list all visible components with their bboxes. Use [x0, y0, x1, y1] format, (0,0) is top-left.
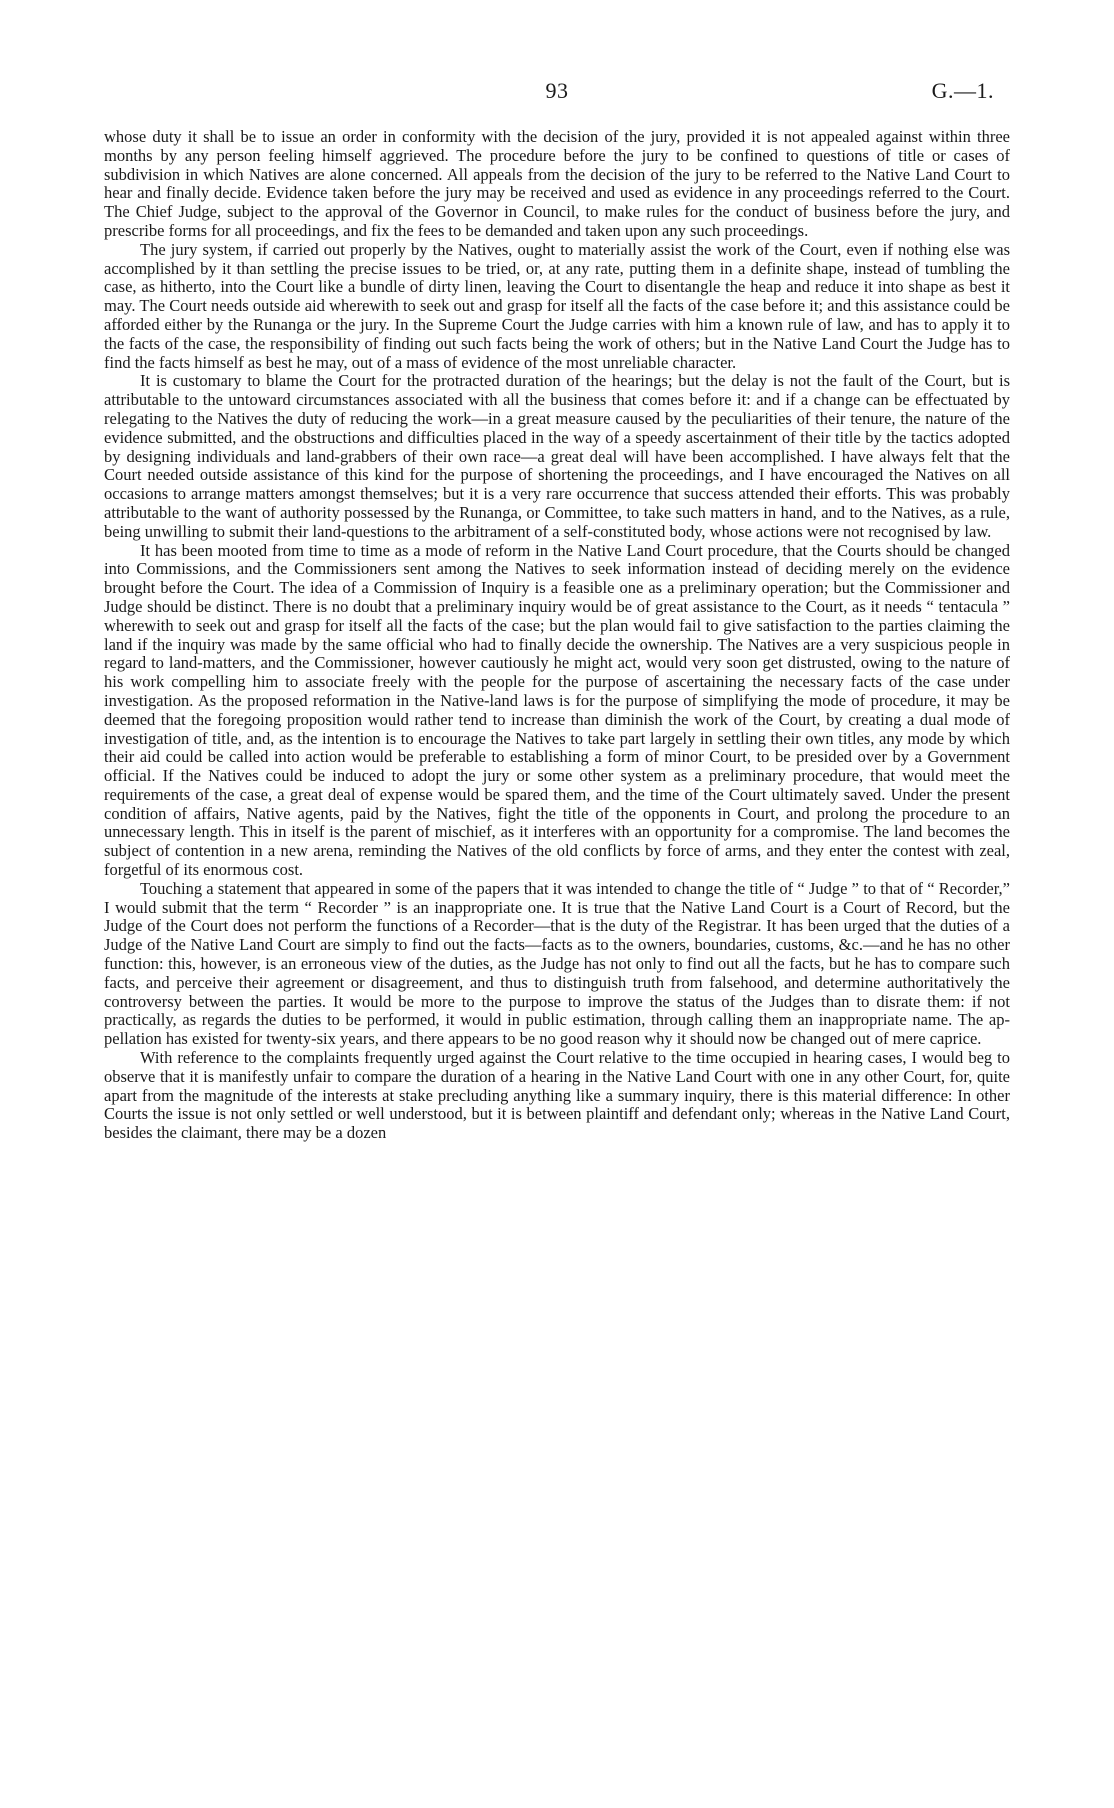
document-reference: G.—1. — [931, 78, 994, 103]
paragraph-judge-title: Touching a statement that appeared in some of the papers that it was intended to change the title of “ Judge ” to that of “ Recorder,” I would submit that the term “ Recorder ” is an inappropriate one. It is true that the Native Land Court is a Court of Record, but the Judge of the Court does not perform the functions of a Recorder—that is the duty of the Registrar. It has been urged that the duties of a Judge of the Native Land Court are simply to find out the facts—facts as to the owners, boundaries, customs, &c.—and he has no other function: this, however, is an erroneous view of the duties, as the Judge has not only to find out all the facts, but he has to compare such facts, and perceive their agreement or disagreement, and thus to distinguish truth from falsehood, and determine authoritatively the controversy between the parties. It would be more to the purpose to improve the status of the Judges than to disrate them: if not practically, as regards the duties to be performed, it would in public estimation, through calling them an inappropriate name. The appellation has existed for twenty-six years, and there appears to be no good reason why it should now be changed out of mere caprice. — [104, 878, 1010, 1049]
paragraph-jury-system: The jury system, if carried out properly by the Natives, ought to materially assist the work of the Court, even if nothing else was accomplished by it than settling the precise issues to be tried, or, at any rate, putting them in a definite shape, instead of tumbling the case, as hitherto, into the Court like a bundle of dirty linen, leaving the Court to disentangle the heap and reduce it into shape as best it may. The Court needs outside aid wherewith to seek out and grasp for itself all the facts of the case before it; and this assistance could be afforded either by the Runanga or the jury. In the Supreme Court the Judge carries with him a known rule of law, and has to apply it to the facts of the case, the responsibility of finding out such facts being the work of others; but in the Native Land Court the Judge has to find the facts himself as best he may, out of a mass of evidence of the most unreliable character. — [104, 239, 1010, 372]
page-number: 93 — [545, 78, 569, 103]
paragraph-hearing-time: With reference to the complaints frequently urged against the Court relative to the time occupied in hearing cases, I would beg to observe that it is manifestly unfair to compare the duration of a hearing in the Native Land Court with one in any other Court, for, quite apart from the magnitude of the interests at stake precluding anything like a summary inquiry, there is this material difference: In other Courts the issue is not only settled or well understood, but it is between plaintiff and defendant only; whereas in the Native Land Court, besides the claimant, there may be a dozen — [104, 1048, 1010, 1143]
paragraph-commissions: It has been mooted from time to time as a mode of reform in the Native Land Court procedure, that the Courts should be changed into Commissions, and the Commissioners sent among the Natives to seek information instead of deciding merely on the evidence brought before the Court. The idea of a Commission of Inquiry is a feasible one as a preliminary operation; but the Commissioner and Judge should be distinct. There is no doubt that a preliminary inquiry would be of great assistance to the Court, as it needs “ tentacula ” wherewith to seek out and grasp for itself all the facts of the case; but the plan would fail to give satisfaction to the parties claiming the land if the inquiry was made by the same official who had to finally decide the ownership. The Natives are a very suspicious people in regard to land-matters, and the Commissioner, however cautiously he might act, would very soon get distrusted, owing to the nature of his work compelling him to associate freely with the people for the purpose of ascertaining the necessary facts of the case under investigation. As the proposed reformation in the Native-land laws is for the purpose of simplifying the mode of procedure, it may be deemed that the foregoing proposition would rather tend to increase than diminish the work of the Court, by creating a dual mode of investigation of title, and, as the intention is to encourage the Natives to take part largely in settling their own titles, any mode by which their aid could be called into action would be preferable to establishing a form of minor Court, to be presided over by a Government official. If the Natives could be induced to adopt the jury or some other system as a preliminary procedure, that would meet the requirements of the case, a great deal of expense would be spared them, and the time of the Court ultimately saved. Under the present condition of affairs, Native agents, paid by the Natives, fight the title of the opponents in Court, and prolong the procedure to an unnecessary length. This in itself is the parent of mischief, as it interferes with an opportunity for a compromise. The land becomes the subject of contention in a new arena, reminding the Natives of the old conflicts by force of arms, and they enter the contest with zeal, forgetful of its enormous cost. — [104, 540, 1010, 880]
paragraph-delay: It is customary to blame the Court for the protracted duration of the hearings; but the delay is not the fault of the Court, but is attributable to the untoward circumstances associated with all the business that comes before it: and if a change can be effectuated by relegating to the Natives the duty of reducing the work—in a great measure caused by the peculiarities of their tenure, the nature of the evidence submitted, and the obstructions and difficulties placed in the way of a speedy ascertainment of their title by the tactics adopted by designing individuals and land-grabbers of their own race—a great deal will have been accomplished. I have always felt that the Court needed outside assistance of this kind for the purpose of shortening the proceedings, and I have encouraged the Natives on all occasions to arrange matters amongst themselves; but it is a very rare occurrence that success attended their efforts. This was probably attributable to the want of authority possessed by the Runanga, or Committee, to take such matters in hand, and to the Natives, as a rule, being unwilling to submit their land-questions to the arbitrament of a self-constituted body, whose actions were not recognised by law. — [104, 371, 1010, 541]
body-text — [104, 128, 1010, 1143]
paragraph-continuation: whose duty it shall be to issue an order in conformity with the decision of the jury, provided it is not appealed against within three months by any person feeling himself aggrieved. The procedure before the jury to be confined to questions of title or cases of subdivision in which Natives are alone concerned. All appeals from the decision of the jury to be referred to the Native Land Court to hear and finally decide. Evidence taken before the jury may be received and used as evidence in any proceedings referred to the Court. The Chief Judge, subject to the approval of the Governor in Council, to make rules for the conduct of business before the jury, and prescribe forms for all proceedings, and fix the fees to be demanded and taken upon any such proceedings. — [104, 127, 1010, 240]
